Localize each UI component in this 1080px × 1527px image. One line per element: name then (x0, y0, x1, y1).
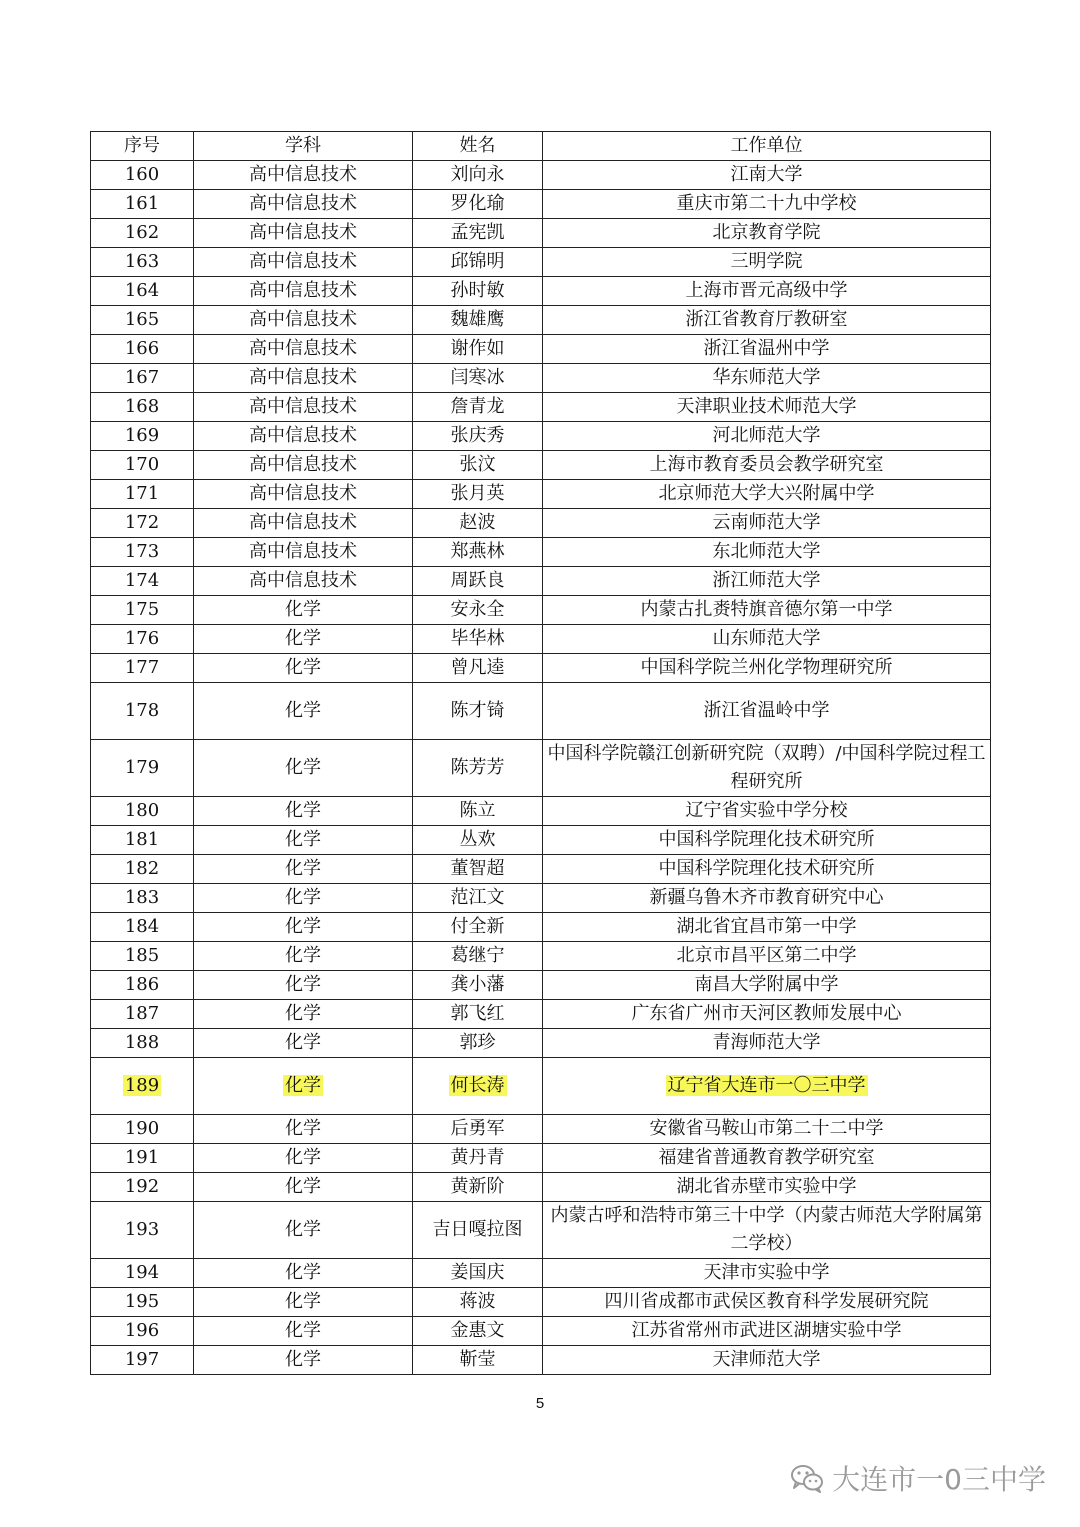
cell-unit: 新疆乌鲁木齐市教育研究中心 (543, 884, 991, 913)
cell-no: 184 (91, 913, 194, 942)
cell-subject: 化学 (194, 740, 413, 797)
cell-no: 183 (91, 884, 194, 913)
table-row (91, 683, 991, 740)
cell-subject: 高中信息技术 (194, 190, 413, 219)
cell-no: 172 (91, 509, 194, 538)
cell-name: 谢作如 (413, 335, 543, 364)
cell-no: 171 (91, 480, 194, 509)
cell-name: 黄新阶 (413, 1173, 543, 1202)
table-row (91, 1029, 991, 1058)
cell-name: 安永全 (413, 596, 543, 625)
header-name: 姓名 (413, 132, 543, 161)
cell-unit: 中国科学院赣江创新研究院（双聘）/中国科学院过程工程研究所 (543, 740, 991, 797)
cell-subject: 化学 (194, 942, 413, 971)
cell-unit: 江南大学 (543, 161, 991, 190)
cell-subject: 高中信息技术 (194, 567, 413, 596)
cell-subject: 高中信息技术 (194, 306, 413, 335)
cell-no: 193 (91, 1202, 194, 1259)
cell-subject: 化学 (194, 1317, 413, 1346)
cell-unit: 天津市实验中学 (543, 1259, 991, 1288)
table-row (91, 335, 991, 364)
table-row (91, 1259, 991, 1288)
cell-no: 170 (91, 451, 194, 480)
cell-unit: 天津师范大学 (543, 1346, 991, 1375)
table-row (91, 654, 991, 683)
cell-name: 后勇军 (413, 1115, 543, 1144)
cell-unit (543, 1058, 991, 1115)
cell-subject: 化学 (194, 1259, 413, 1288)
table-row (91, 971, 991, 1000)
cell-subject: 化学 (194, 1000, 413, 1029)
cell-subject: 化学 (194, 1115, 413, 1144)
cell-name: 范江文 (413, 884, 543, 913)
cell-no (91, 1058, 194, 1115)
cell-name: 魏雄鹰 (413, 306, 543, 335)
cell-no: 187 (91, 1000, 194, 1029)
cell-name: 靳莹 (413, 1346, 543, 1375)
table-row (91, 1144, 991, 1173)
cell-name: 黄丹青 (413, 1144, 543, 1173)
table-row (91, 884, 991, 913)
highlighted-text: 辽宁省大连市一〇三中学 (667, 1075, 866, 1096)
header-no: 序号 (91, 132, 194, 161)
table-row (91, 826, 991, 855)
cell-name: 毕华林 (413, 625, 543, 654)
cell-subject: 化学 (194, 1346, 413, 1375)
cell-subject: 化学 (194, 1202, 413, 1259)
cell-no: 167 (91, 364, 194, 393)
table-row (91, 393, 991, 422)
cell-unit: 安徽省马鞍山市第二十二中学 (543, 1115, 991, 1144)
highlighted-text: 189 (124, 1075, 160, 1096)
cell-name: 张庆秀 (413, 422, 543, 451)
table-row (91, 451, 991, 480)
table-header-row (91, 132, 991, 161)
cell-name: 闫寒冰 (413, 364, 543, 393)
cell-unit: 重庆市第二十九中学校 (543, 190, 991, 219)
cell-no: 195 (91, 1288, 194, 1317)
cell-name: 孙时敏 (413, 277, 543, 306)
cell-no: 165 (91, 306, 194, 335)
table-row (91, 306, 991, 335)
cell-name: 陈立 (413, 797, 543, 826)
cell-unit: 天津职业技术师范大学 (543, 393, 991, 422)
cell-no: 188 (91, 1029, 194, 1058)
cell-name: 吉日嘎拉图 (413, 1202, 543, 1259)
table-row (91, 161, 991, 190)
cell-unit: 北京市昌平区第二中学 (543, 942, 991, 971)
cell-subject: 化学 (194, 1288, 413, 1317)
table-row (91, 855, 991, 884)
cell-name: 蒋波 (413, 1288, 543, 1317)
table-row (91, 1115, 991, 1144)
cell-subject: 高中信息技术 (194, 538, 413, 567)
cell-name: 陈才锜 (413, 683, 543, 740)
cell-unit: 内蒙古呼和浩特市第三十中学（内蒙古师范大学附属第二学校） (543, 1202, 991, 1259)
cell-subject: 化学 (194, 683, 413, 740)
cell-name: 周跃良 (413, 567, 543, 596)
cell-unit: 广东省广州市天河区教师发展中心 (543, 1000, 991, 1029)
cell-unit: 浙江省温岭中学 (543, 683, 991, 740)
cell-name: 张汶 (413, 451, 543, 480)
cell-unit: 上海市教育委员会教学研究室 (543, 451, 991, 480)
table-row (91, 364, 991, 393)
table-row (91, 1173, 991, 1202)
cell-unit: 上海市晋元高级中学 (543, 277, 991, 306)
watermark (790, 1458, 1046, 1498)
cell-no: 186 (91, 971, 194, 1000)
cell-unit: 山东师范大学 (543, 625, 991, 654)
table-row (91, 509, 991, 538)
cell-subject: 高中信息技术 (194, 248, 413, 277)
cell-no: 168 (91, 393, 194, 422)
cell-no: 178 (91, 683, 194, 740)
cell-no: 166 (91, 335, 194, 364)
table-row (91, 1202, 991, 1259)
cell-subject: 化学 (194, 855, 413, 884)
table-row (91, 1288, 991, 1317)
cell-unit: 北京教育学院 (543, 219, 991, 248)
cell-name: 张月英 (413, 480, 543, 509)
cell-name: 孟宪凯 (413, 219, 543, 248)
cell-no: 173 (91, 538, 194, 567)
cell-subject: 化学 (194, 1173, 413, 1202)
cell-name: 詹青龙 (413, 393, 543, 422)
cell-subject: 高中信息技术 (194, 277, 413, 306)
cell-unit: 河北师范大学 (543, 422, 991, 451)
table-row (91, 567, 991, 596)
header-unit: 工作单位 (543, 132, 991, 161)
cell-no: 190 (91, 1115, 194, 1144)
cell-subject (194, 1058, 413, 1115)
table-row (91, 625, 991, 654)
cell-subject: 化学 (194, 1144, 413, 1173)
cell-no: 177 (91, 654, 194, 683)
cell-no: 161 (91, 190, 194, 219)
cell-unit: 辽宁省实验中学分校 (543, 797, 991, 826)
cell-name: 董智超 (413, 855, 543, 884)
table-row (91, 797, 991, 826)
cell-name: 赵波 (413, 509, 543, 538)
cell-subject: 高中信息技术 (194, 364, 413, 393)
cell-subject: 高中信息技术 (194, 161, 413, 190)
cell-name: 姜国庆 (413, 1259, 543, 1288)
cell-subject: 高中信息技术 (194, 219, 413, 248)
cell-name: 丛欢 (413, 826, 543, 855)
cell-subject: 化学 (194, 913, 413, 942)
cell-name: 郭珍 (413, 1029, 543, 1058)
table-row (91, 538, 991, 567)
table-row (91, 190, 991, 219)
cell-subject: 高中信息技术 (194, 422, 413, 451)
cell-unit: 浙江省温州中学 (543, 335, 991, 364)
cell-name: 罗化瑜 (413, 190, 543, 219)
cell-unit: 湖北省宜昌市第一中学 (543, 913, 991, 942)
cell-name: 郑燕林 (413, 538, 543, 567)
cell-name: 郭飞红 (413, 1000, 543, 1029)
highlighted-text: 何长涛 (450, 1075, 505, 1096)
cell-subject: 化学 (194, 797, 413, 826)
table-row (91, 740, 991, 797)
cell-name: 龚小藩 (413, 971, 543, 1000)
cell-subject: 高中信息技术 (194, 335, 413, 364)
cell-unit: 内蒙古扎赉特旗音德尔第一中学 (543, 596, 991, 625)
cell-subject: 化学 (194, 884, 413, 913)
cell-no: 174 (91, 567, 194, 596)
header-subject: 学科 (194, 132, 413, 161)
table-row (91, 422, 991, 451)
cell-unit: 四川省成都市武侯区教育科学发展研究院 (543, 1288, 991, 1317)
cell-name: 陈芳芳 (413, 740, 543, 797)
cell-name: 葛继宁 (413, 942, 543, 971)
table-row (91, 480, 991, 509)
cell-no: 182 (91, 855, 194, 884)
cell-subject: 化学 (194, 826, 413, 855)
cell-unit: 南昌大学附属中学 (543, 971, 991, 1000)
cell-no: 185 (91, 942, 194, 971)
cell-unit: 三明学院 (543, 248, 991, 277)
table-row (91, 248, 991, 277)
cell-unit: 东北师范大学 (543, 538, 991, 567)
cell-no: 180 (91, 797, 194, 826)
cell-unit: 中国科学院兰州化学物理研究所 (543, 654, 991, 683)
cell-unit: 华东师范大学 (543, 364, 991, 393)
cell-no: 179 (91, 740, 194, 797)
cell-no: 175 (91, 596, 194, 625)
cell-unit: 福建省普通教育教学研究室 (543, 1144, 991, 1173)
roster-table (90, 131, 991, 1375)
cell-no: 176 (91, 625, 194, 654)
cell-subject: 化学 (194, 654, 413, 683)
cell-subject: 化学 (194, 971, 413, 1000)
cell-unit: 青海师范大学 (543, 1029, 991, 1058)
cell-no: 197 (91, 1346, 194, 1375)
cell-name: 邱锦明 (413, 248, 543, 277)
cell-no: 160 (91, 161, 194, 190)
table-row (91, 219, 991, 248)
cell-unit: 中国科学院理化技术研究所 (543, 826, 991, 855)
cell-unit: 北京师范大学大兴附属中学 (543, 480, 991, 509)
table-row (91, 1317, 991, 1346)
table-row (91, 1346, 991, 1375)
cell-no: 196 (91, 1317, 194, 1346)
table-body (91, 161, 991, 1375)
cell-unit: 江苏省常州市武进区湖塘实验中学 (543, 1317, 991, 1346)
cell-no: 192 (91, 1173, 194, 1202)
cell-no: 181 (91, 826, 194, 855)
cell-unit: 云南师范大学 (543, 509, 991, 538)
cell-subject: 高中信息技术 (194, 451, 413, 480)
cell-subject: 化学 (194, 625, 413, 654)
cell-unit: 浙江师范大学 (543, 567, 991, 596)
cell-subject: 高中信息技术 (194, 393, 413, 422)
cell-no: 162 (91, 219, 194, 248)
cell-no: 194 (91, 1259, 194, 1288)
cell-subject: 高中信息技术 (194, 509, 413, 538)
cell-unit: 湖北省赤壁市实验中学 (543, 1173, 991, 1202)
table-row (91, 942, 991, 971)
cell-name: 曾凡逵 (413, 654, 543, 683)
table-row (91, 1058, 991, 1115)
cell-no: 169 (91, 422, 194, 451)
cell-name (413, 1058, 543, 1115)
table-row (91, 913, 991, 942)
watermark-text: 大连市一0三中学 (832, 1463, 1046, 1496)
wechat-icon (790, 1463, 824, 1493)
cell-subject: 化学 (194, 596, 413, 625)
cell-no: 191 (91, 1144, 194, 1173)
cell-name: 刘向永 (413, 161, 543, 190)
page-number: 5 (535, 1395, 545, 1412)
cell-subject: 高中信息技术 (194, 480, 413, 509)
table-row (91, 596, 991, 625)
cell-subject: 化学 (194, 1029, 413, 1058)
cell-unit: 中国科学院理化技术研究所 (543, 855, 991, 884)
cell-unit: 浙江省教育厅教研室 (543, 306, 991, 335)
cell-no: 164 (91, 277, 194, 306)
highlighted-text: 化学 (285, 1075, 321, 1096)
table-row (91, 1000, 991, 1029)
table-row (91, 277, 991, 306)
cell-name: 金惠文 (413, 1317, 543, 1346)
cell-no: 163 (91, 248, 194, 277)
cell-name: 付全新 (413, 913, 543, 942)
